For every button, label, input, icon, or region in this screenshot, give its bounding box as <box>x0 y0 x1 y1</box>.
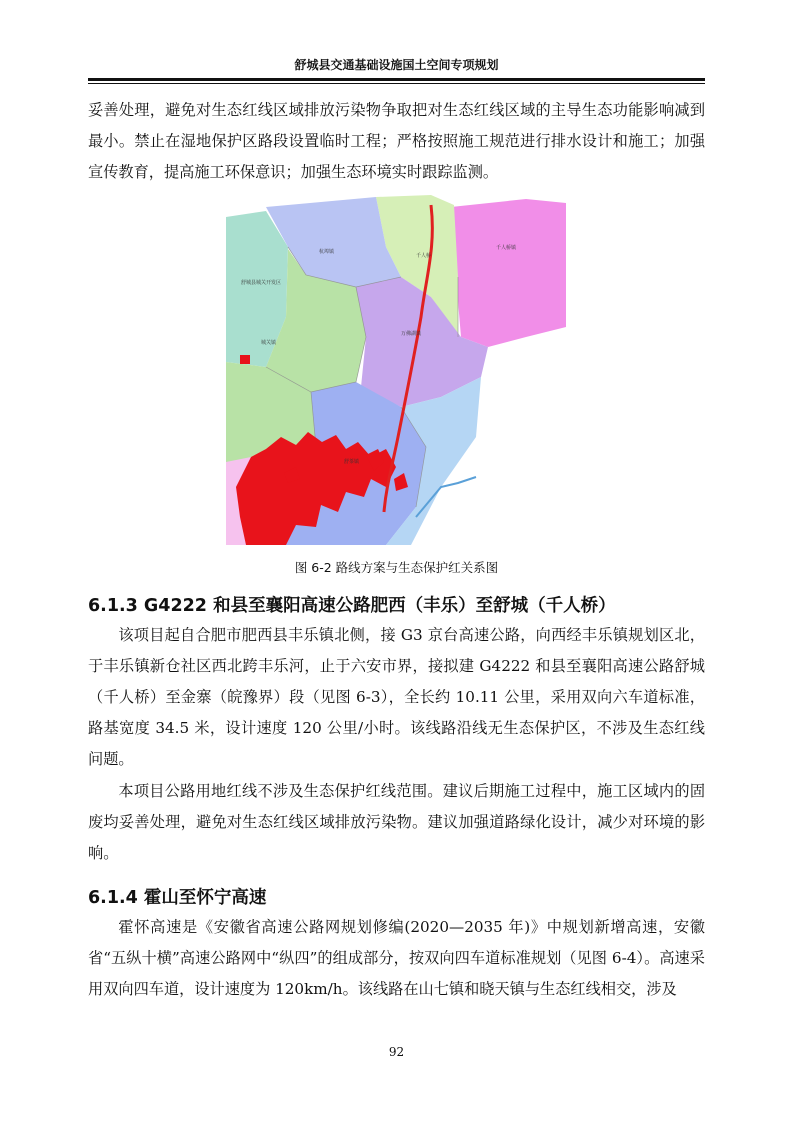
svg-text:千人桥: 千人桥 <box>416 253 432 259</box>
section-613-paragraph-1: 该项目起自合肥市肥西县丰乐镇北侧，接 G3 京台高速公路，向西经丰乐镇规划区北，于丰乐镇新仓社区西北跨丰乐河，止于六安市界，接拟建 G4222 和县至襄阳高速公路舒城（千人桥）至金寨（皖豫界）段（见图 6-3），全长约 10.11 公里，采用双向六车道标准，路基宽度 34.5 米，设计速度 120 公里/小时。该线路沿线无生态保护区，不涉及生态红线问题。 <box>88 626 705 768</box>
svg-text:杭埠镇: 杭埠镇 <box>319 249 335 255</box>
section-heading-614: 6.1.4 霍山至怀宁高速 <box>88 888 267 908</box>
header-rule-thick <box>88 78 705 81</box>
intro-paragraph: 妥善处理，避免对生态红线区域排放污染物争取把对生态红线区域的主导生态功能影响减到最小。禁止在湿地保护区路段设置临时工程；严格按照施工规范进行排水设计和施工；加强宣传教育，提高施工环保意识；加强生态环境实时跟踪监测。 <box>88 101 705 181</box>
svg-text:万佛湖镇: 万佛湖镇 <box>401 331 422 337</box>
page-number: 92 <box>388 1045 405 1059</box>
svg-text:城关镇: 城关镇 <box>261 340 277 346</box>
section-heading-613: 6.1.3 G4222 和县至襄阳高速公路肥西（丰乐）至舒城（千人桥） <box>88 596 616 616</box>
section-613-paragraph-2: 本项目公路用地红线不涉及生态保护红线范围。建议后期施工过程中，施工区域内的固废均妥善处理，避免对生态红线区域排放污染物。建议加强道路绿化设计，减少对环境的影响。 <box>88 782 705 862</box>
route-eco-map-figure <box>226 187 566 545</box>
header-rule-thin <box>88 83 705 84</box>
section-614-paragraph-1: 霍怀高速是《安徽省高速公路网规划修编(2020—2035 年)》中规划新增高速，安徽省“五纵十横”高速公路网中“纵四”的组成部分，按双向四车道标准规划（见图 6-4）。高速采用双向四车道，设计速度为 120km/h。该线路在山七镇和晓天镇与生态红线相交，涉及 <box>88 918 705 998</box>
map-region-east <box>451 199 566 347</box>
figure-caption: 图 6-2 路线方案与生态保护红关系图 <box>294 560 499 575</box>
svg-text:舒茶镇: 舒茶镇 <box>344 459 360 465</box>
running-header: 舒城县交通基础设施国土空间专项规划 <box>294 58 499 72</box>
svg-text:舒城县城关开发区: 舒城县城关开发区 <box>241 280 282 286</box>
svg-text:千人桥镇: 千人桥镇 <box>496 245 517 251</box>
